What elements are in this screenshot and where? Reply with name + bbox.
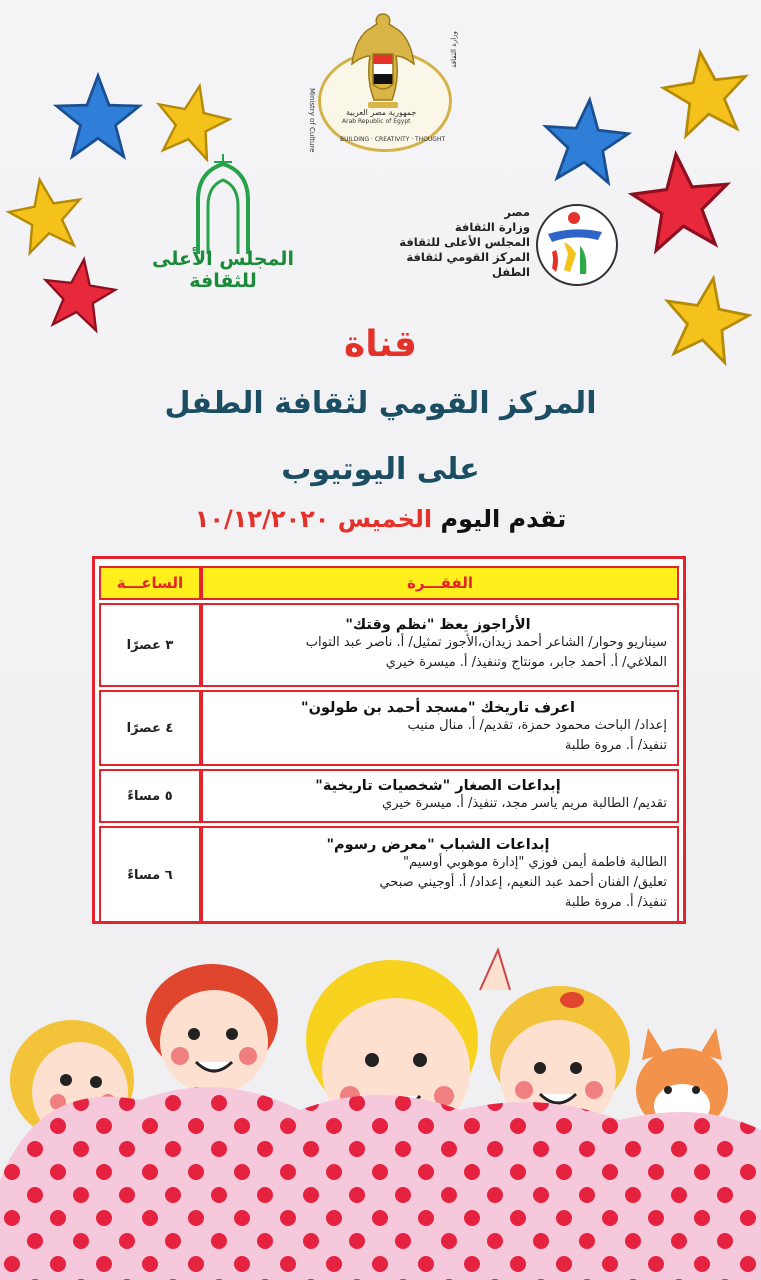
time-cell: ٤ عصرًا	[99, 690, 201, 766]
date-intro: تقدم اليوم	[440, 505, 567, 533]
header-time: الساعـــة	[99, 566, 201, 600]
ncc-line-council: المجلس الأعلى للثقافة	[399, 235, 530, 249]
ncc-line-ministry: وزارة الثقافة	[454, 220, 530, 234]
item-credit: تنفيذ/ أ. مروة طلبة	[564, 738, 667, 753]
on-youtube: على اليوتيوب	[281, 452, 480, 487]
ncc-line-center: المركز القومي لثقافة الطفل	[406, 250, 530, 279]
item-title: اعرف تاريخك "مسجد أحمد بن طولون"	[301, 700, 575, 716]
star-red-icon	[628, 150, 734, 256]
item-credit: إعداد/ الباحث محمود حمزة، تقديم/ أ. منال منيب	[407, 718, 667, 733]
kid-redhead	[146, 964, 278, 1094]
schedule-table	[92, 556, 686, 924]
star-blue-icon	[52, 72, 144, 164]
table-row	[99, 826, 679, 924]
table-row	[99, 603, 679, 687]
time-cell: ٦ مساءً	[99, 826, 201, 924]
supreme-council-caption: المجلس الأعلى للثقافة	[152, 248, 294, 292]
table-header-row	[99, 566, 679, 600]
ncc-logo-text	[380, 205, 530, 280]
item-title: إبداعات الشباب "معرض رسوم"	[326, 837, 550, 853]
ministry-motto: BUILDING · CREATIVITY · THOUGHT	[340, 136, 446, 143]
mosque-arch-icon	[178, 150, 268, 260]
republic-label-en: Arab Republic of Egypt	[342, 118, 411, 125]
item-cell	[201, 826, 679, 924]
item-credit: تنفيذ/ أ. مروة طلبة	[564, 895, 667, 910]
center-name: المركز القومي لثقافة الطفل	[164, 386, 597, 421]
date-day: الخميس	[337, 505, 433, 533]
time-cell: ٣ عصرًا	[99, 603, 201, 687]
item-cell	[201, 603, 679, 687]
item-credit: تقديم/ الطالبة مريم ياسر مجد، تنفيذ/ أ. ميسرة خيري	[382, 796, 667, 811]
star-blue-icon	[540, 96, 632, 188]
item-credit: تعليق/ الفنان أحمد عبد النعيم، إعداد/ أ. أوجيني صبحي	[379, 875, 667, 890]
item-credit: الملاغي/ أ. أحمد جابر، مونتاج وتنفيذ/ أ. ميسرة خيري	[385, 655, 667, 670]
item-cell	[201, 769, 679, 823]
date-line	[0, 505, 761, 533]
table-row	[99, 769, 679, 823]
eagle-emblem-icon	[350, 8, 416, 120]
ministry-of-culture-logo	[308, 8, 458, 153]
item-credit: الطالبة فاطمة أيمن فوزي "إدارة موهوبي أوسيم"	[403, 855, 667, 870]
ncc-logo-icon	[534, 202, 620, 288]
table-row	[99, 690, 679, 766]
ncc-line-country: مصر	[504, 205, 530, 219]
time-cell: ٥ مساءً	[99, 769, 201, 823]
star-yellow-icon	[6, 176, 86, 256]
item-title: الأراجوز يعظ "نظم وقتك"	[345, 617, 531, 633]
header-item: الفقـــرة	[201, 566, 679, 600]
polka-dot-blanket	[0, 1087, 761, 1280]
republic-label-ar: جمهورية مصر العربية	[346, 108, 417, 117]
star-yellow-icon	[660, 48, 752, 140]
channel-word: قناة	[343, 324, 418, 365]
kids-illustration	[0, 930, 761, 1280]
item-title: إبداعات الصغار "شخصيات تاريخية"	[315, 778, 561, 794]
star-red-icon	[40, 256, 118, 334]
date-value: ١٠/١٢/٢٠٢٠	[194, 505, 330, 533]
item-credit: سيناريو وحوار/ الشاعر أحمد زيدان،الأجوز تمثيل/ أ. ناصر عبد التواب	[305, 635, 667, 650]
supreme-council-logo	[140, 150, 306, 300]
ministry-label-ar: وزارة الثقافة	[450, 31, 458, 68]
ministry-label-en: Ministry of Culture	[308, 88, 316, 153]
item-cell	[201, 690, 679, 766]
